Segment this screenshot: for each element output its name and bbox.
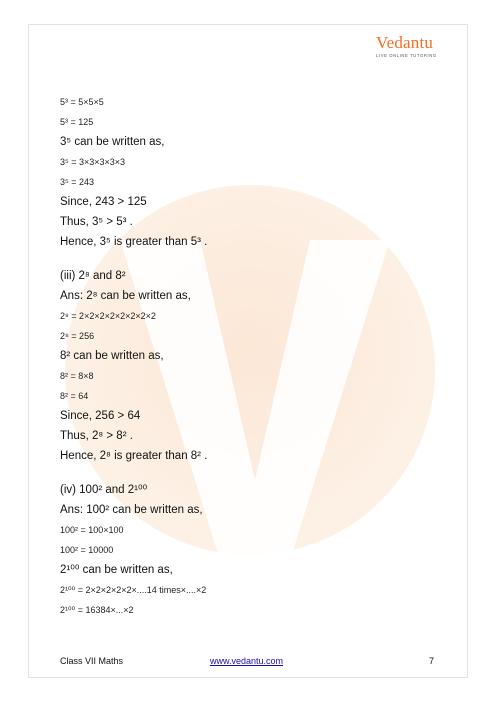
answer-line: Ans: 100² can be written as, — [60, 504, 203, 516]
text-line: Since, 256 > 64 — [60, 410, 141, 422]
math-line: 5³ = 5×5×5 — [60, 97, 104, 107]
math-line: 2¹⁰⁰ = 2×2×2×2×2×....14 times×....×2 — [60, 585, 207, 595]
math-line: 5³ = 125 — [60, 117, 94, 127]
solution-content — [60, 92, 450, 620]
question-heading: (iv) 100² and 2¹⁰⁰ — [60, 484, 148, 496]
math-line: 8² = 8×8 — [60, 371, 94, 381]
math-line: 2⁸ = 2×2×2×2×2×2×2×2 — [60, 311, 156, 321]
text-line: Thus, 2⁸ > 8² . — [60, 430, 133, 442]
footer-class-label: Class VII Maths — [60, 656, 124, 666]
footer-website-link[interactable]: www.vedantu.com — [210, 656, 284, 666]
math-line: 100² = 100×100 — [60, 525, 124, 535]
math-line: 2⁸ = 256 — [60, 331, 95, 341]
math-line: 100² = 10000 — [60, 545, 114, 555]
page-footer — [60, 656, 440, 670]
text-line: Thus, 3⁵ > 5³ . — [60, 216, 133, 228]
answer-line: Ans: 2⁸ can be written as, — [60, 290, 191, 302]
vedantu-logo — [376, 34, 448, 70]
math-line: 8² = 64 — [60, 391, 89, 401]
logo-tagline: LIVE ONLINE TUTORING — [376, 53, 437, 58]
text-line: 2¹⁰⁰ can be written as, — [60, 564, 173, 576]
math-line: 3⁵ = 3×3×3×3×3 — [60, 157, 126, 167]
page-number: 7 — [428, 656, 434, 666]
math-line: 2¹⁰⁰ = 16384×...×2 — [60, 605, 134, 615]
question-heading: (iii) 2⁸ and 8² — [60, 270, 126, 282]
math-line: 3⁵ = 243 — [60, 177, 95, 187]
spacer — [60, 466, 450, 480]
text-line: 3⁵ can be written as, — [60, 136, 165, 148]
text-line: Since, 243 > 125 — [60, 196, 147, 208]
text-line: 8² can be written as, — [60, 350, 164, 362]
text-line: Hence, 2⁸ is greater than 8² . — [60, 450, 208, 462]
text-line: Hence, 3⁵ is greater than 5³ . — [60, 236, 208, 248]
spacer — [60, 252, 450, 266]
logo-wordmark: Vedantu — [376, 33, 434, 52]
